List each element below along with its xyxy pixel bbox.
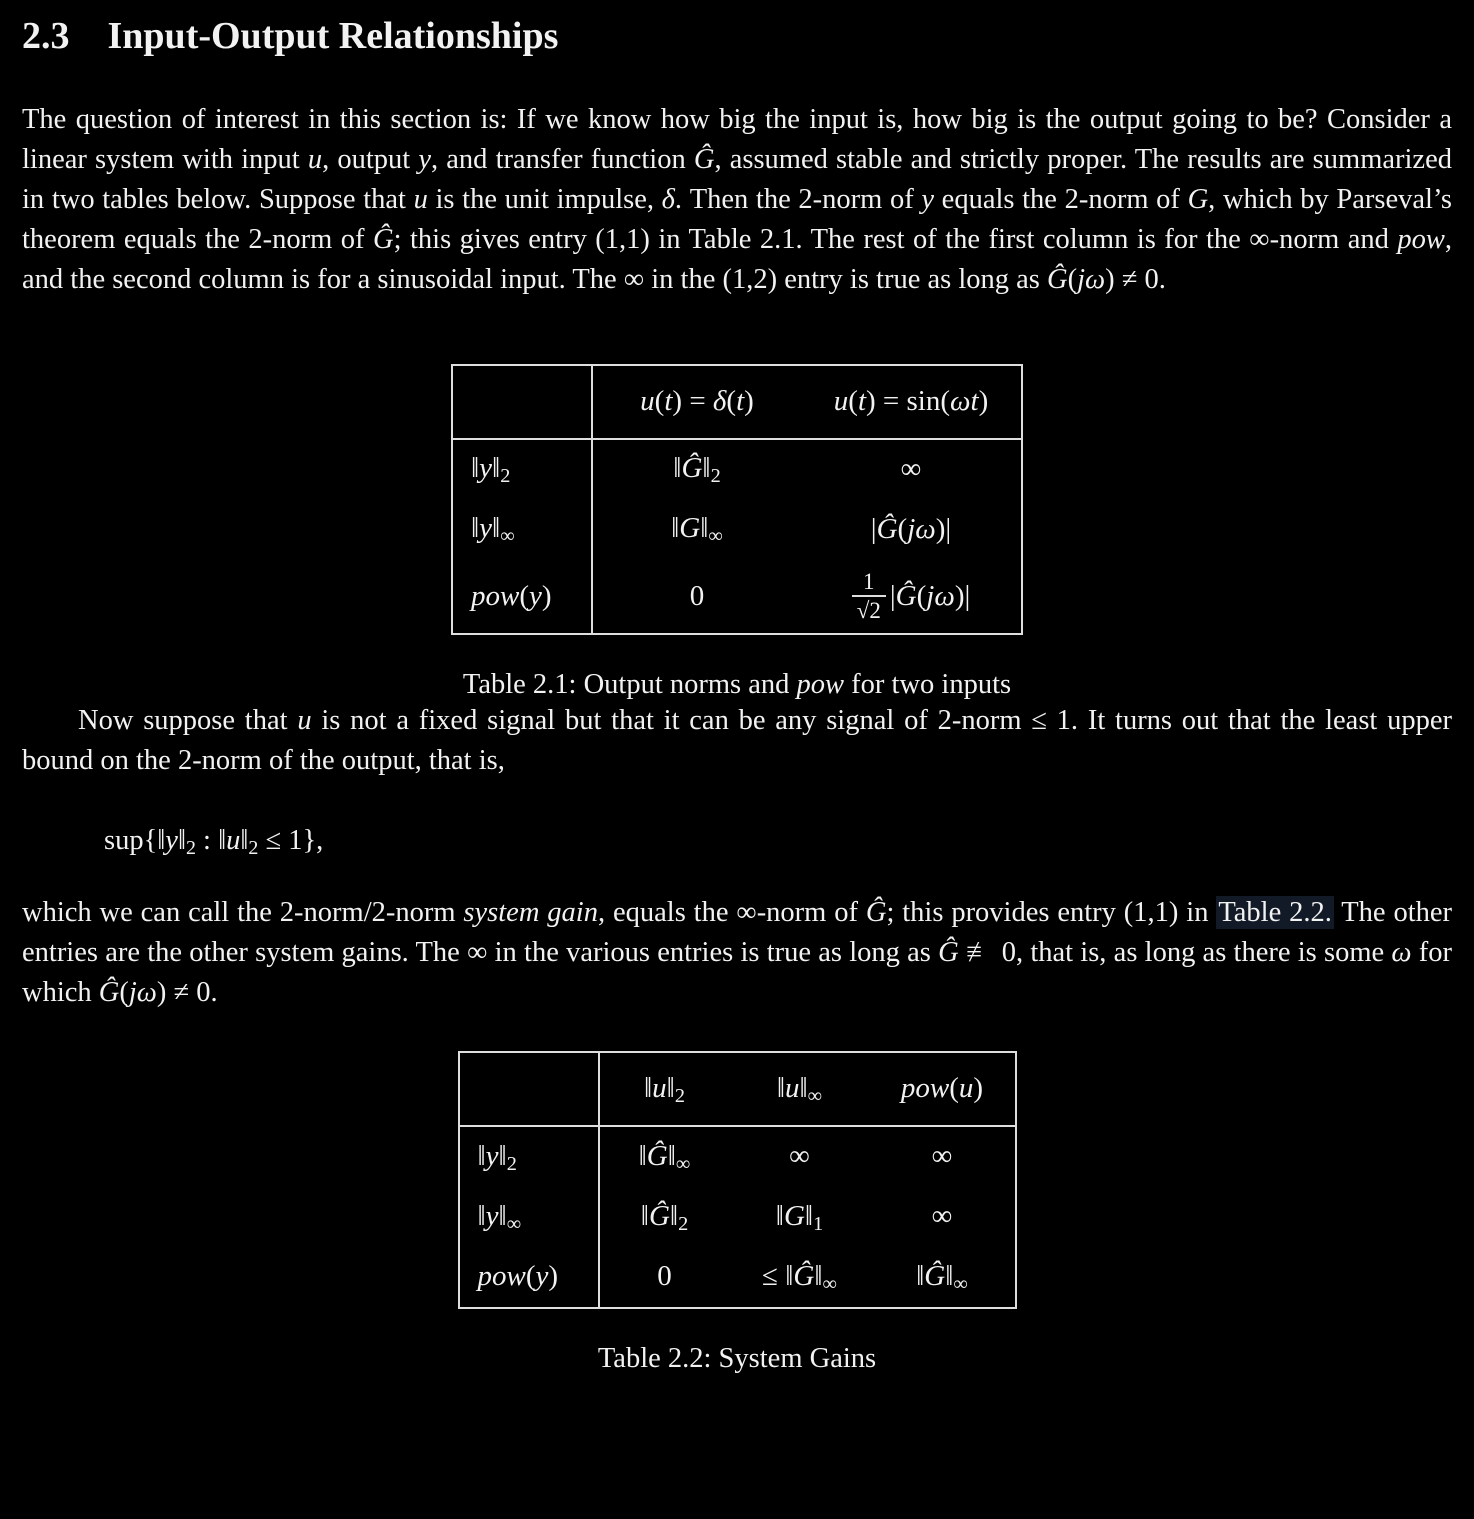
table-2-1-row-y-infnorm: [452, 500, 1022, 560]
cell-y2-impulse: $‖Ĝ‖_2$: [673, 452, 721, 488]
fraction-numerator: 1: [863, 568, 875, 594]
table-2-2-header-row: [459, 1052, 1016, 1126]
fraction-multiplier: |Ĝ(jω)|: [889, 579, 971, 612]
table-2-2-row-y-2norm: [459, 1126, 1016, 1187]
row-label-y-2norm: $‖y‖_2$: [459, 1126, 599, 1187]
equation-sup-system-gain: $sup\{‖y‖_2$ : $‖u‖_2 \le 1$},: [104, 824, 324, 859]
paragraph-suppose: Now suppose that u is not a fixed signal but that it can be any signal of 2-norm ≤ 1. It turns out that the least upper bound on the 2-norm of the output, that is,: [22, 704, 1452, 776]
cell-yinf-powu: ∞: [931, 1200, 953, 1233]
cell-y2-u2: $‖Ĝ‖_\infty$: [638, 1139, 691, 1175]
table-2-2-corner-cell: [459, 1052, 599, 1126]
table-2-1-header-sinusoid: u(t) = sin(ωt): [801, 365, 1022, 439]
cell-yinf-sinusoid: |Ĝ(jω)|: [870, 513, 952, 546]
table-2-2-row-y-infnorm: [459, 1187, 1016, 1247]
table-2-1: [451, 364, 1023, 635]
row-label-y-infnorm: $‖y‖_\infty$: [452, 500, 592, 560]
section-heading: [22, 14, 1452, 60]
fraction-one-over-sqrt2: [852, 568, 886, 625]
cell-y2-sinusoid: ∞: [900, 453, 922, 486]
paragraph-system-gain: which we can call the 2-norm/2-norm system gain, equals the ∞-norm of Ĝ; this provides entry (1,1) in Table 2.2. The other entries are the other system gains. The ∞ in the various entries is true as long as Ĝ ≢ 0, that is, as long as there is some ω for which Ĝ(jω) ≠ 0.: [22, 896, 1452, 1008]
cell-powy-uinf: ≤ $‖Ĝ‖_\infty$: [762, 1259, 837, 1295]
table-2-2-header-pow-u: pow(u): [870, 1052, 1016, 1126]
paragraph-intro: The question of interest in this section is: If we know how big the input is, how big is the output going to be? Consider a linear system with input u, output y, and transfer function Ĝ, assumed stable and strictly proper. The results are summarized in two tables below. Suppose that u is the unit impulse, δ. Then the 2-norm of y equals the 2-norm of G, which by Parseval’s theorem equals the 2-norm of Ĝ; this gives entry (1,1) in Table 2.1. The rest of the first column is for the ∞-norm and pow, and the second column is for a sinusoidal input. The ∞ in the (1,2) entry is true as long as Ĝ(jω) ≠ 0.: [22, 103, 1452, 295]
cell-yinf-uinf: $‖G‖_1$: [775, 1199, 824, 1235]
cell-yinf-u2: $‖Ĝ‖_2$: [640, 1199, 689, 1235]
section-number: 2.3: [22, 15, 70, 57]
section-title: Input-Output Relationships: [107, 15, 559, 57]
table-2-1-header-impulse: u(t) = δ(t): [592, 365, 801, 439]
table-2-2: [458, 1051, 1017, 1309]
table-2-1-header-row: [452, 365, 1022, 439]
fraction-denominator: √2: [852, 595, 886, 625]
table-2-2-header-u-2norm: $‖u‖_2$: [599, 1052, 730, 1126]
cell-pow-impulse: 0: [689, 579, 705, 612]
table-2-2-row-pow-y: [459, 1247, 1016, 1308]
table-2-1-row-y-2norm: [452, 439, 1022, 500]
cell-powy-u2: 0: [657, 1260, 672, 1293]
cell-pow-sinusoid: [801, 560, 1022, 634]
table-2-1-row-pow-y: [452, 560, 1022, 634]
table-2-2-caption: Table 2.2: System Gains: [597, 1342, 877, 1374]
cell-yinf-impulse: $‖G‖_\infty$: [671, 512, 723, 548]
cell-y2-uinf: ∞: [789, 1140, 810, 1173]
table-2-2-header-u-infnorm: $‖u‖_\infty$: [730, 1052, 870, 1126]
table-2-1-corner-cell: [452, 365, 592, 439]
row-label-y-2norm: $‖y‖_2$: [452, 439, 592, 500]
table-2-2-reference-link[interactable]: Table 2.2.: [1218, 896, 1332, 928]
cell-powy-powu: $‖Ĝ‖_\infty$: [916, 1259, 968, 1295]
row-label-y-infnorm: $‖y‖_\infty$: [459, 1187, 599, 1247]
row-label-pow-y: pow(y): [459, 1247, 599, 1308]
row-label-pow-y: pow(y): [452, 560, 592, 634]
cell-y2-powu: ∞: [931, 1140, 953, 1173]
table-2-1-caption: Table 2.1: Output norms and pow for two inputs: [462, 668, 1012, 700]
